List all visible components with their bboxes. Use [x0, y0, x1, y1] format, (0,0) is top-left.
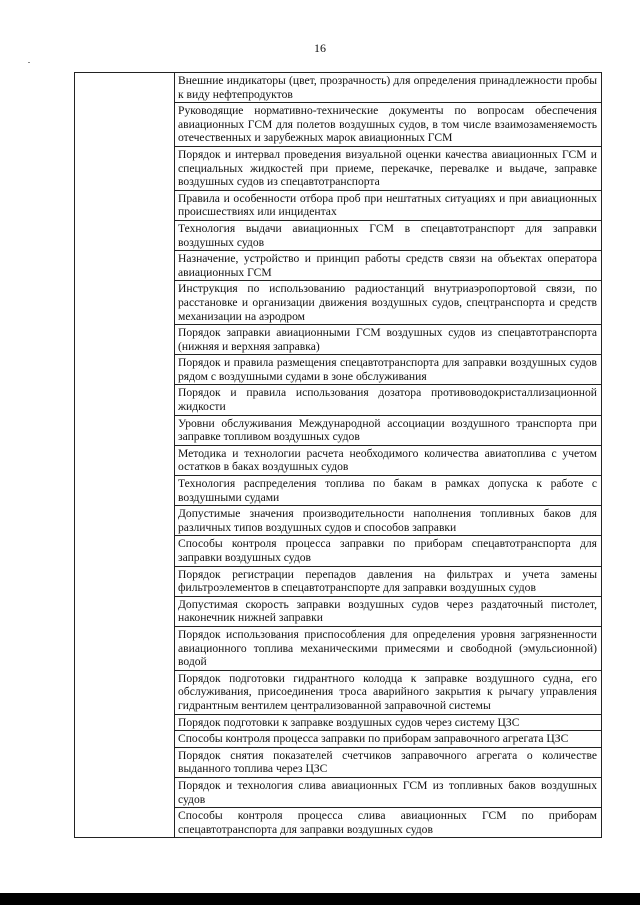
table-cell: [175, 385, 602, 415]
table-cell: [175, 146, 602, 190]
table-cell: [175, 714, 602, 731]
row-text: Порядок снятия показателей счетчиков заправочного агрегата о количестве выданного топлива через ЦЗС: [178, 748, 597, 776]
table-cell: [175, 731, 602, 748]
row-text: Методика и технологии расчета необходимого количества авиатоплива с учетом остатков в баках воздушных судов: [178, 446, 597, 474]
row-text: Внешние индикаторы (цвет, прозрачность) для определения принадлежности пробы к виду нефтепродуктов: [178, 74, 597, 101]
table-cell: [175, 220, 602, 250]
table-cell: [175, 281, 602, 325]
table-body: [75, 73, 602, 838]
row-text: Порядок и технология слива авиационных ГСМ из топливных баков воздушных судов: [178, 778, 597, 806]
table-cell: [175, 445, 602, 475]
left-column-cell: [75, 73, 175, 838]
row-text: Способы контроля процесса заправки по приборам спецавтотранспорта для заправки воздушных судов: [178, 537, 597, 564]
row-text: Инструкция по использованию радиостанций внутриаэропортовой связи, по расстановке и организации движения воздушных судов, спецтранспорта и средств механизации на аэродром: [178, 282, 597, 323]
table-cell: [175, 670, 602, 714]
row-text: Правила и особенности отбора проб при нештатных ситуациях и при авиационных происшествиях или инцидентах: [178, 191, 597, 219]
table-cell: [175, 476, 602, 506]
table-cell: [175, 536, 602, 566]
row-text: Порядок подготовки гидрантного колодца к заправке воздушного судна, его обслуживания, присоединения троса аварийного закрытия к рычагу управления гидрантным вентилем централизованной заправочной системы: [178, 671, 597, 712]
scan-bottom-edge: [0, 893, 640, 905]
row-text: Порядок использования приспособления для определения уровня загрязненности авиационного топлива механическими примесями и свободной (эмульсионной) водой: [178, 627, 597, 669]
row-text: Порядок регистрации перепадов давления на фильтрах и учета замены фильтроэлементов в спецавтотранспорте для заправки воздушных судов: [178, 567, 597, 595]
table-cell: [175, 626, 602, 670]
row-text: Способы контроля процесса слива авиационных ГСМ по приборам спецавтотранспорта для заправки воздушных судов: [178, 809, 597, 836]
row-text: Уровни обслуживания Международной ассоциации воздушного транспорта при заправке топливом воздушных судов: [178, 416, 597, 444]
table-cell: [175, 415, 602, 445]
knowledge-table: [74, 72, 602, 838]
table-cell: [175, 73, 602, 103]
table-row: [75, 73, 602, 103]
row-text: Руководящие нормативно-технические документы по вопросам обеспечения авиационных ГСМ для полетов воздушных судов, в том числе взаимозаменяемость отечественных и зарубежных марок авиационных ГСМ: [178, 104, 597, 145]
scan-speck: [28, 62, 30, 63]
row-text: Порядок и правила размещения спецавтотранспорта для заправки воздушных судов рядом с воздушными судами в зоне обслуживания: [178, 356, 597, 383]
row-text: Допустимые значения производительности наполнения топливных баков для различных типов воздушных судов и способов заправки: [178, 507, 597, 534]
table-cell: [175, 103, 602, 147]
table-cell: [175, 506, 602, 536]
table-cell: [175, 596, 602, 626]
row-text: Порядок и интервал проведения визуальной оценки качества авиационных ГСМ и специальных жидкостей при приеме, перекачке, перевалке и выдаче, заправке воздушных судов из спецавтотранспорта: [178, 147, 597, 189]
table-cell: [175, 251, 602, 281]
row-text: Способы контроля процесса заправки по приборам заправочного агрегата ЦЗС: [178, 732, 569, 746]
table-cell: [175, 747, 602, 777]
table-cell: [175, 566, 602, 596]
row-text: Допустимая скорость заправки воздушных судов через раздаточный пистолет, наконечник нижней заправки: [178, 597, 597, 625]
table-cell: [175, 355, 602, 385]
page-number: 16: [314, 41, 326, 55]
table-cell: [175, 808, 602, 838]
row-text: Порядок и правила использования дозатора противоводокристаллизационной жидкости: [178, 386, 597, 414]
row-text: Технология выдачи авиационных ГСМ в спецавтотранспорт для заправки воздушных судов: [178, 221, 597, 249]
table-cell: [175, 777, 602, 807]
table-cell: [175, 190, 602, 220]
row-text: Порядок подготовки к заправке воздушных судов через систему ЦЗС: [178, 715, 520, 729]
row-text: Назначение, устройство и принцип работы средств связи на объектах оператора авиационных ГСМ: [178, 252, 597, 279]
table-cell: [175, 325, 602, 355]
row-text: Порядок заправки авиационными ГСМ воздушных судов из спецавтотранспорта (нижняя и верхняя заправка): [178, 326, 597, 353]
row-text: Технология распределения топлива по бакам в рамках допуска к работе с воздушными судами: [178, 477, 597, 504]
